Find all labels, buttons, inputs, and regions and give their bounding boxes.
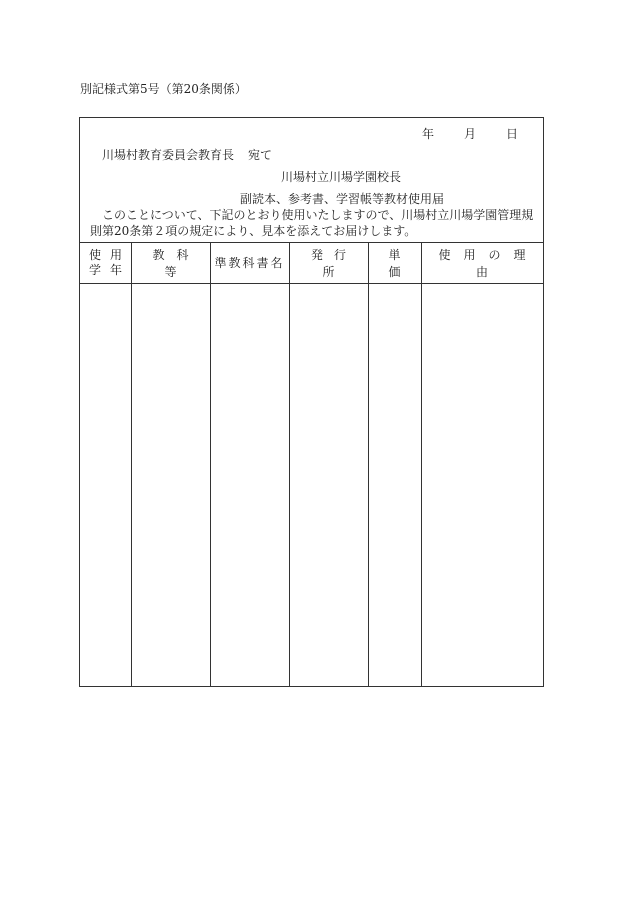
column-divider bbox=[131, 242, 132, 686]
column-divider bbox=[210, 242, 211, 686]
date-line bbox=[392, 125, 518, 142]
body-line-1: このことについて、下記のとおり使用いたしますので、川場村立川場学園管理規 bbox=[102, 208, 534, 222]
col-header-unit-price-label: 単価 bbox=[388, 247, 412, 279]
col-header-supplementary bbox=[210, 242, 289, 284]
col-header-unit-price bbox=[368, 242, 421, 284]
body-line-2: 則第20条第２項の規定により、見本を添えてお届けします。 bbox=[90, 224, 417, 238]
date-month: 月 bbox=[463, 127, 476, 141]
date-year: 年 bbox=[421, 127, 434, 141]
body-text bbox=[90, 207, 545, 239]
col-header-textbook bbox=[131, 242, 210, 284]
col-header-grade-top: 使用 bbox=[89, 247, 132, 262]
addressee bbox=[102, 146, 272, 163]
document-title: 副読本、参考書、学習帳等教材使用届 bbox=[240, 192, 445, 206]
col-header-reason bbox=[421, 242, 543, 284]
column-divider bbox=[368, 242, 369, 686]
date-day: 日 bbox=[505, 127, 518, 141]
form-box bbox=[79, 117, 544, 687]
col-header-grade-bottom: 学年 bbox=[89, 262, 132, 277]
addressee-suffix: 宛て bbox=[248, 148, 273, 162]
sender: 川場村立川場学園校長 bbox=[281, 170, 402, 184]
col-header-publisher-label: 発行所 bbox=[310, 247, 357, 279]
column-divider bbox=[289, 242, 290, 686]
addressee-name: 川場村教育委員会教育長 bbox=[102, 148, 235, 162]
col-header-supplementary-label: 準教科書名 bbox=[214, 256, 285, 270]
form-number: 別記様式第5号（第20条関係） bbox=[80, 82, 247, 96]
col-header-reason-label: 使用の理由 bbox=[438, 247, 539, 279]
column-divider bbox=[421, 242, 422, 686]
col-header-textbook-label: 教科等 bbox=[152, 247, 201, 279]
col-header-grade bbox=[80, 242, 131, 284]
form-header bbox=[80, 118, 543, 243]
col-header-publisher bbox=[289, 242, 368, 284]
